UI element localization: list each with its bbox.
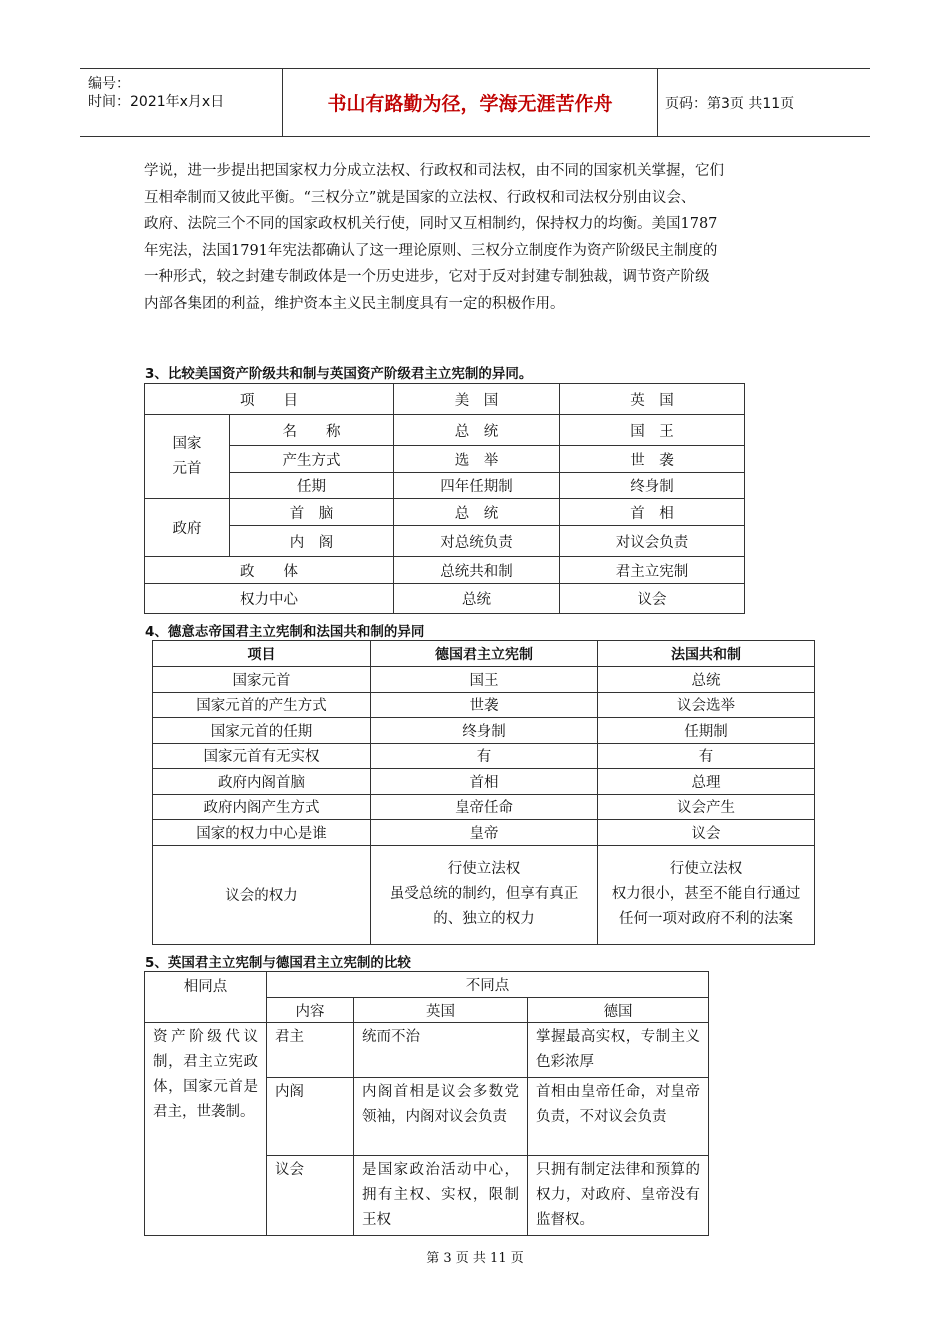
- row-germany: 世袭: [371, 692, 598, 718]
- row-uk: 终身制: [560, 473, 745, 499]
- table-row: [145, 584, 745, 614]
- usa-uk-comparison-table: [144, 383, 745, 614]
- header-france: 法国共和制: [598, 641, 815, 667]
- row-usa: 四年任期制: [394, 473, 560, 499]
- row-item: 权力中心: [145, 584, 394, 614]
- table-row: [153, 692, 815, 718]
- row-content: 议会: [267, 1156, 354, 1236]
- row-usa: 总统: [394, 584, 560, 614]
- intro-line: 内部各集团的利益，维护资本主义民主制度具有一定的积极作用。: [144, 295, 565, 312]
- germany-france-comparison-table: [152, 640, 815, 945]
- table-row: [145, 473, 745, 499]
- row-germany: 首相由皇帝任命，对皇帝负责，不对议会负责: [528, 1078, 709, 1156]
- table-row: [145, 499, 745, 526]
- row-item: 国家元首有无实权: [153, 743, 371, 769]
- row-content: 君主: [267, 1023, 354, 1078]
- row-uk: 议会: [560, 584, 745, 614]
- page-header: [80, 68, 870, 137]
- row-item: 国家元首: [153, 667, 371, 693]
- row-usa: 总统共和制: [394, 557, 560, 584]
- intro-line: 年宪法，法国1791年宪法都确认了这一理论原则、三权分立制度作为资产阶级民主制度的: [144, 242, 718, 259]
- row-france: 议会选举: [598, 692, 815, 718]
- table-row: [145, 1023, 709, 1078]
- table-header-row: [153, 641, 815, 667]
- row-france: 任期制: [598, 718, 815, 744]
- row-germany: 终身制: [371, 718, 598, 744]
- row-item: 任期: [230, 473, 394, 499]
- row-france: 总理: [598, 769, 815, 795]
- header-page-info: 页码：第3页 共11页: [665, 95, 795, 112]
- table-row: [153, 769, 815, 795]
- table-row: [153, 794, 815, 820]
- row-uk: 内阁首相是议会多数党领袖，内阁对议会负责: [354, 1078, 528, 1156]
- row-item: 国家元首的产生方式: [153, 692, 371, 718]
- row-usa: 总 统: [394, 499, 560, 526]
- row-item: 产生方式: [230, 446, 394, 473]
- row-uk: 国 王: [560, 415, 745, 446]
- header-meta: [80, 69, 283, 136]
- row-germany: 行使立法权 虽受总统的制约，但享有真正的、独立的权力: [371, 845, 598, 944]
- page-footer: 第 3 页 共 11 页: [426, 1251, 524, 1266]
- table-row: [153, 743, 815, 769]
- group-government: 政府: [145, 499, 230, 557]
- row-item: 议会的权力: [153, 845, 371, 944]
- row-item: 名 称: [230, 415, 394, 446]
- table-row: [153, 820, 815, 846]
- table-row: [153, 718, 815, 744]
- intro-line: 互相牵制而又彼此平衡。“三权分立”就是国家的立法权、行政权和司法权分别由议会、: [144, 189, 696, 206]
- group-head-of-state: 国家 元首: [145, 415, 230, 499]
- row-uk: 是国家政治活动中心，拥有主权、实权，限制王权: [354, 1156, 528, 1236]
- table-row: [145, 446, 745, 473]
- header-item: 项 目: [145, 384, 394, 415]
- table-row: [145, 526, 745, 557]
- row-germany: 国王: [371, 667, 598, 693]
- row-france: 总统: [598, 667, 815, 693]
- row-uk: 对议会负责: [560, 526, 745, 557]
- header-different: 不同点: [267, 972, 709, 998]
- row-item: 政府内阁产生方式: [153, 794, 371, 820]
- uk-germany-comparison-table: [144, 971, 709, 1236]
- table-header-row: [145, 384, 745, 415]
- row-usa: 对总统负责: [394, 526, 560, 557]
- row-item: 国家元首的任期: [153, 718, 371, 744]
- row-germany: 有: [371, 743, 598, 769]
- intro-line: 一种形式，较之封建专制政体是一个历史进步，它对于反对封建专制独裁，调节资产阶级: [144, 269, 710, 285]
- table-header-row: [145, 972, 709, 998]
- table-row: [145, 557, 745, 584]
- row-item: 政 体: [145, 557, 394, 584]
- row-item: 首 脑: [230, 499, 394, 526]
- row-content: 内阁: [267, 1078, 354, 1156]
- header-germany: 德国: [528, 998, 709, 1023]
- table-row: [153, 667, 815, 693]
- document-number-label: 编号：: [88, 76, 130, 92]
- table-row: [145, 415, 745, 446]
- row-germany: 掌握最高实权，专制主义色彩浓厚: [528, 1023, 709, 1078]
- intro-line: 学说，进一步提出把国家权力分成立法权、行政权和司法权，由不同的国家机关掌握，它们: [144, 163, 724, 179]
- section3-title: 3、比较美国资产阶级共和制与英国资产阶级君主立宪制的异同。: [145, 366, 533, 382]
- row-germany: 首相: [371, 769, 598, 795]
- header-usa: 美 国: [394, 384, 560, 415]
- row-uk: 首 相: [560, 499, 745, 526]
- row-uk: 君主立宪制: [560, 557, 745, 584]
- table-row: [153, 845, 815, 944]
- header-germany: 德国君主立宪制: [371, 641, 598, 667]
- row-item: 政府内阁首脑: [153, 769, 371, 795]
- intro-line: 政府、法院三个不同的国家政权机关行使，同时又互相制约，保持权力的均衡。美国1787: [144, 216, 718, 232]
- row-france: 行使立法权 权力很小，甚至不能自行通过任何一项对政府不利的法案: [598, 845, 815, 944]
- row-usa: 总 统: [394, 415, 560, 446]
- section5-title: 5、英国君主立宪制与德国君主立宪制的比较: [145, 955, 411, 971]
- same-points: 资产阶级代议制，君主立宪政体，国家元首是君主，世袭制。: [145, 1023, 267, 1236]
- document-date: 时间：2021年x月x日: [88, 94, 225, 110]
- row-item: 内 阁: [230, 526, 394, 557]
- section4-title: 4、德意志帝国君主立宪制和法国共和制的异同: [145, 624, 425, 640]
- row-france: 议会产生: [598, 794, 815, 820]
- header-motto: 书山有路勤为径，学海无涯苦作舟: [283, 69, 658, 136]
- intro-paragraph: [144, 158, 810, 317]
- header-same: 相同点: [145, 972, 267, 1023]
- header-uk: 英国: [354, 998, 528, 1023]
- row-uk: 统而不治: [354, 1023, 528, 1078]
- row-france: 有: [598, 743, 815, 769]
- row-germany: 只拥有制定法律和预算的权力，对政府、皇帝没有监督权。: [528, 1156, 709, 1236]
- row-germany: 皇帝: [371, 820, 598, 846]
- row-germany: 皇帝任命: [371, 794, 598, 820]
- header-uk: 英 国: [560, 384, 745, 415]
- row-france: 议会: [598, 820, 815, 846]
- row-usa: 选 举: [394, 446, 560, 473]
- row-item: 国家的权力中心是谁: [153, 820, 371, 846]
- header-content: 内容: [267, 998, 354, 1023]
- header-item: 项目: [153, 641, 371, 667]
- row-uk: 世 袭: [560, 446, 745, 473]
